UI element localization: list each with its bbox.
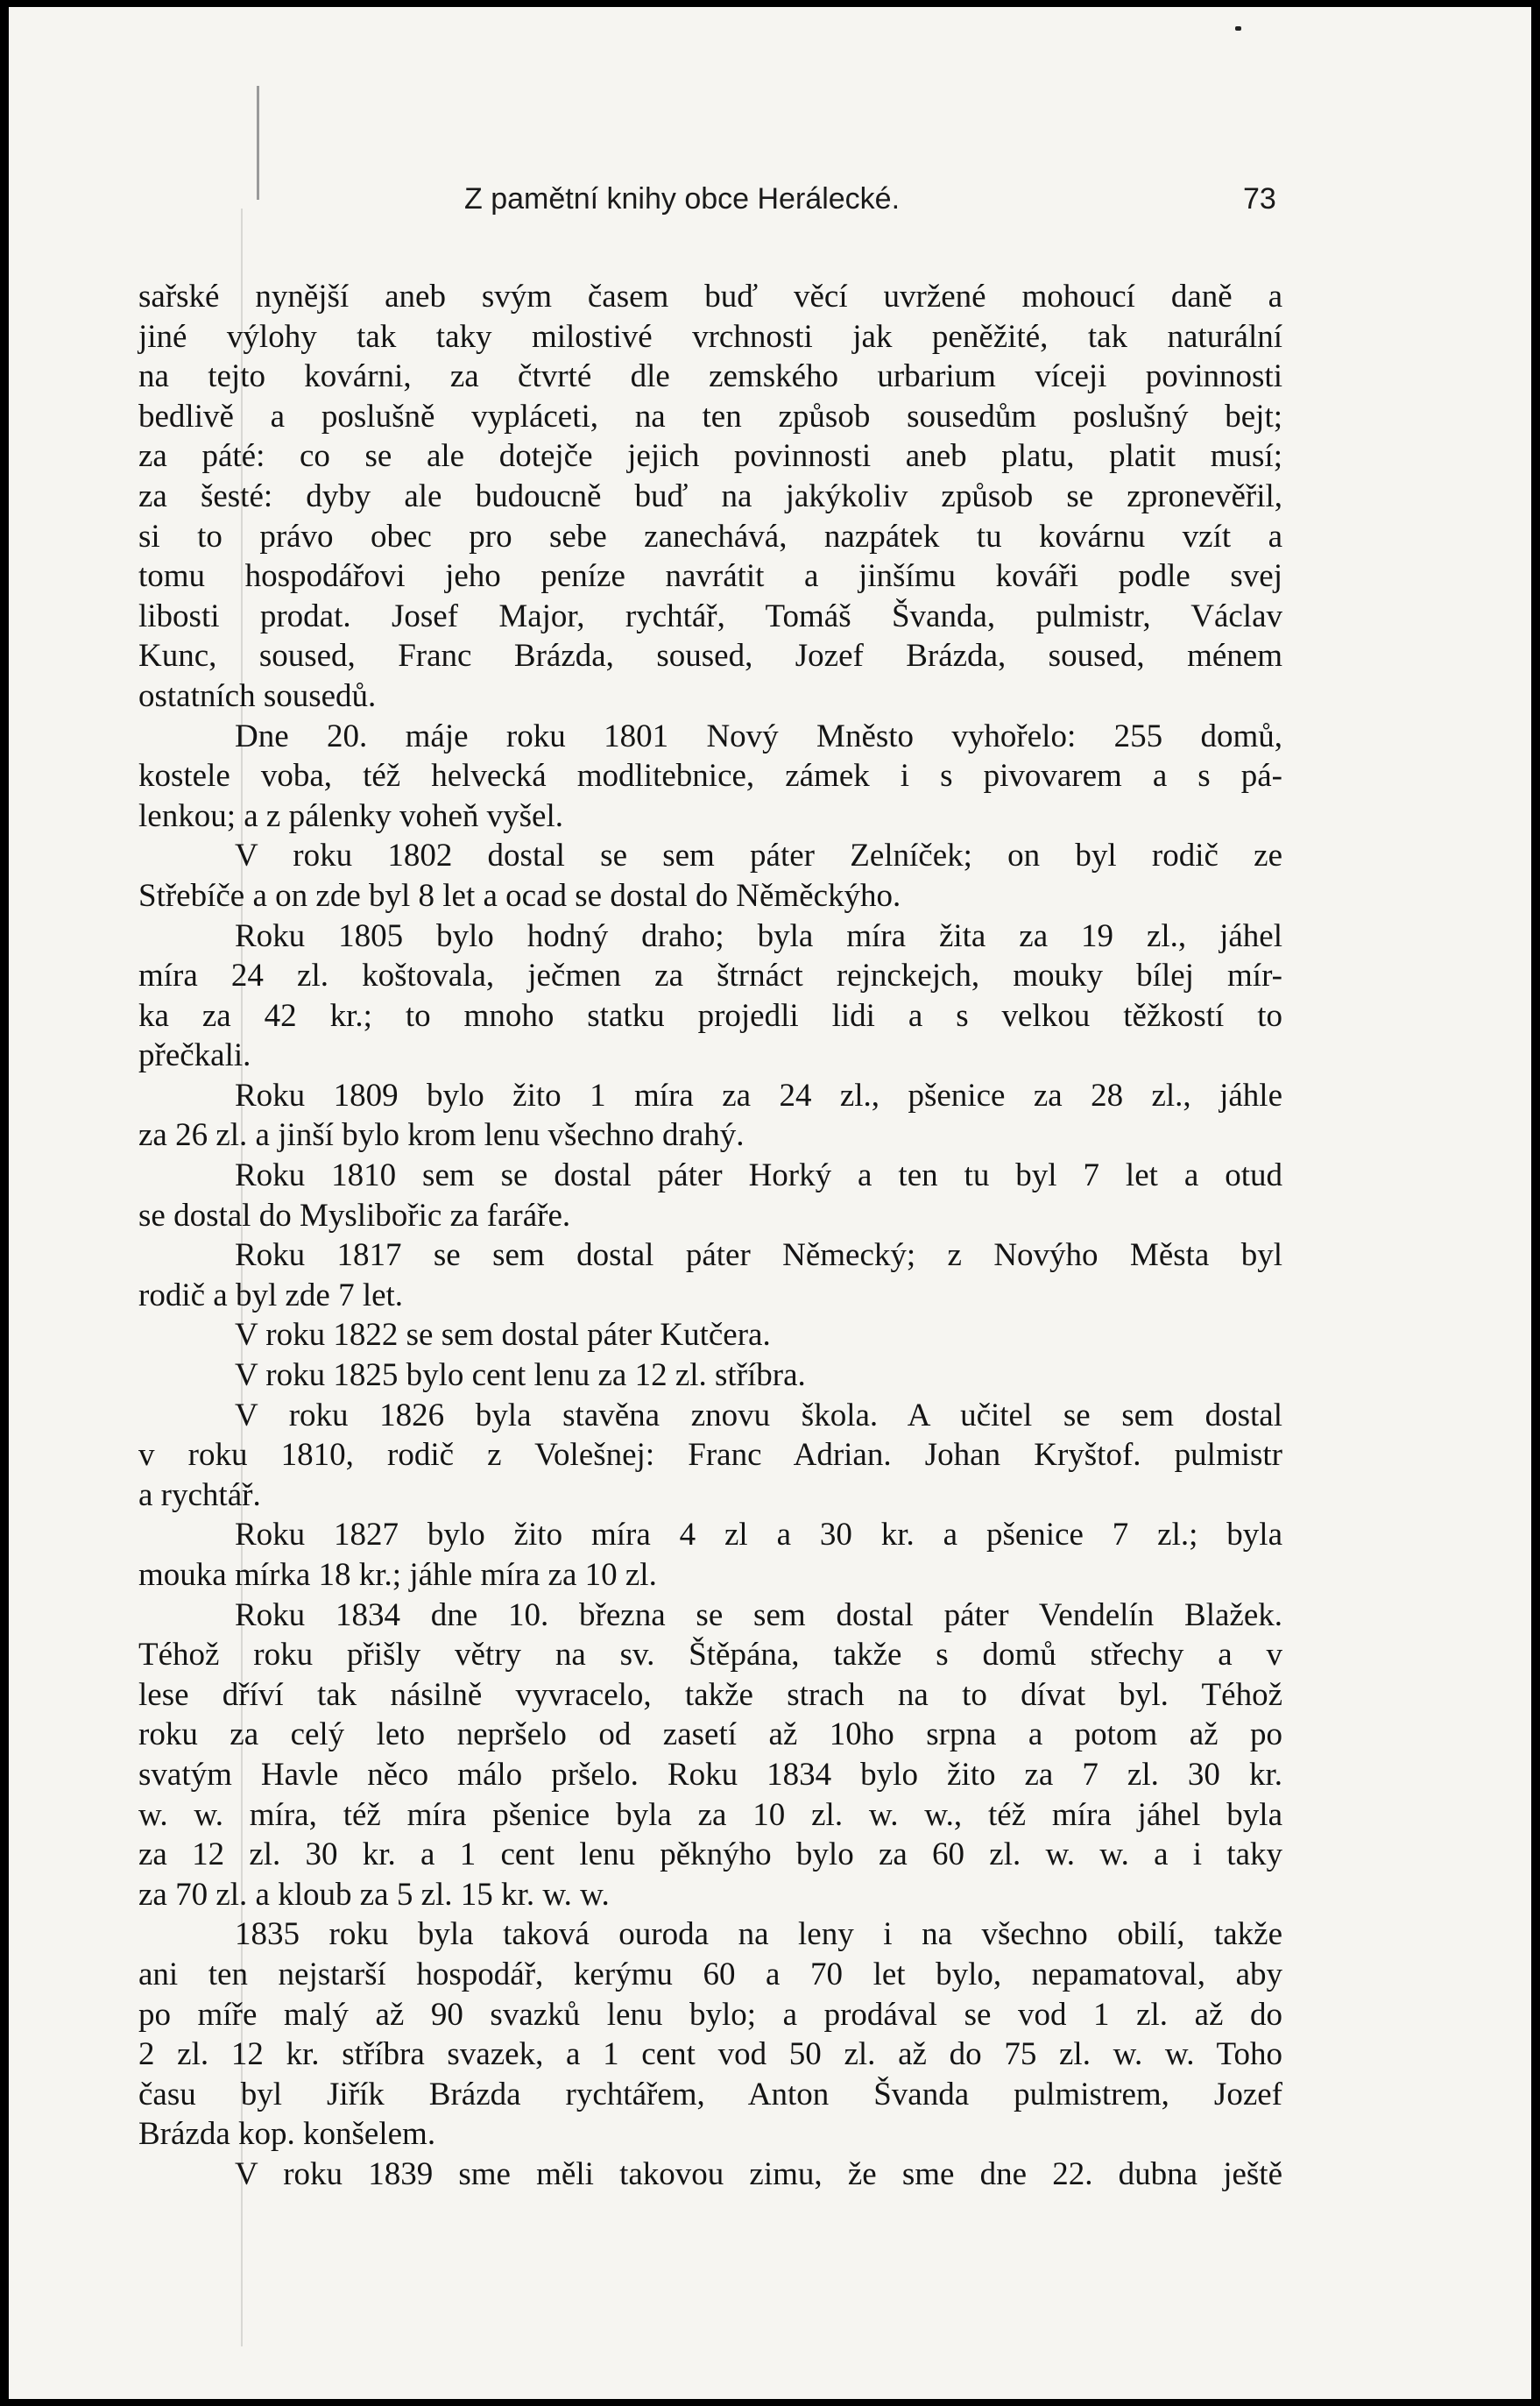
text-line: 2 zl. 12 kr. stříbra svazek, a 1 cent vod 50 zl. až do 75 zl. w. w. Toho: [138, 2036, 1282, 2073]
text-line: libosti prodat. Josef Major, rychtář, Tomáš Švanda, pulmistr, Václav: [138, 598, 1282, 634]
text-line: si to právo obec pro sebe zanechává, nazpátek tu kovárnu vzít a: [138, 518, 1282, 555]
text-line: V roku 1822 se sem dostal páter Kutčera.: [235, 1317, 771, 1354]
text-line: lenkou; a z pálenky voheň vyšel.: [138, 797, 563, 834]
text-line: na tejto kovárni, za čtvrté dle zemského urbarium víceji povinnosti: [138, 358, 1282, 395]
ink-speck: [1235, 26, 1241, 31]
text-line: a rychtář.: [138, 1476, 261, 1513]
text-line: sařské nynější aneb svým časem buď věcí uvržené mohoucí daně a: [138, 279, 1282, 315]
text-line: kostele voba, též helvecká modlitebnice, zámek i s pivovarem a s pá-: [138, 758, 1282, 795]
text-line: V roku 1802 dostal se sem páter Zelníček; on byl rodič ze: [235, 838, 1282, 874]
text-line: po míře malý až 90 svazků lenu bylo; a prodával se vod 1 zl. až do: [138, 1996, 1282, 2033]
text-line: v roku 1810, rodič z Volešnej: Franc Adrian. Johan Kryštof. pulmistr: [138, 1437, 1282, 1474]
text-line: V roku 1826 byla stavěna znovu škola. A učitel se sem dostal: [235, 1397, 1282, 1433]
text-line: Roku 1834 dne 10. března se sem dostal páter Vendelín Blažek.: [235, 1596, 1282, 1633]
text-line: 1835 roku byla taková ouroda na leny i na všechno obilí, takže: [235, 1916, 1282, 1953]
text-line: míra 24 zl. koštovala, ječmen za štrnáct rejnckejch, mouky bílej mír-: [138, 958, 1282, 994]
text-line: mouka mírka 18 kr.; jáhle míra za 10 zl.: [138, 1557, 657, 1593]
page-number: 73: [1243, 182, 1276, 216]
text-line: jiné výlohy tak taky milostivé vrchnosti jak peněžité, tak naturální: [138, 318, 1282, 355]
text-line: za páté: co se ale dotejče jejich povinnosti aneb platu, platit musí;: [138, 438, 1282, 475]
text-line: Roku 1809 bylo žito 1 míra za 24 zl., pšenice za 28 zl., jáhle: [235, 1077, 1282, 1114]
text-line: času byl Jiřík Brázda rychtářem, Anton Švanda pulmistrem, Jozef: [138, 2076, 1282, 2112]
text-line: roku za celý leto nepršelo od zasetí až 10ho srpna a potom až po: [138, 1716, 1282, 1753]
text-line: V roku 1839 sme měli takovou zimu, že sme dne 22. dubna ještě: [235, 2155, 1282, 2192]
text-line: rodič a byl zde 7 let.: [138, 1277, 404, 1313]
text-line: V roku 1825 bylo cent lenu za 12 zl. stříbra.: [235, 1357, 806, 1394]
text-line: za 12 zl. 30 kr. a 1 cent lenu pěknýho bylo za 60 zl. w. w. a i taky: [138, 1836, 1282, 1873]
binding-edge-mark: [257, 86, 259, 200]
text-line: Dne 20. máje roku 1801 Nový Mněsto vyhořelo: 255 domů,: [235, 718, 1282, 754]
text-line: za 26 zl. a jinší bylo krom lenu všechno drahý.: [138, 1117, 745, 1154]
text-line: ani ten nejstarší hospodář, kerýmu 60 a 70 let bylo, nepamatoval, aby: [138, 1956, 1282, 1992]
running-title: Z pamětní knihy obce Herálecké.: [464, 182, 901, 216]
body-text: [138, 277, 1282, 2195]
book-page: [9, 7, 1531, 2399]
text-line: svatým Havle něco málo pršelo. Roku 1834 bylo žito za 7 zl. 30 kr.: [138, 1756, 1282, 1793]
text-line: Roku 1827 bylo žito míra 4 zl a 30 kr. a pšenice 7 zl.; byla: [235, 1517, 1282, 1553]
text-line: tomu hospodářovi jeho peníze navrátit a jinšímu kováři podle svej: [138, 558, 1282, 595]
text-line: ka za 42 kr.; to mnoho statku projedli lidi a s velkou těžkostí to: [138, 997, 1282, 1034]
text-line: Téhož roku přišly větry na sv. Štěpána, takže s domů střechy a v: [138, 1637, 1282, 1674]
text-line: přečkali.: [138, 1037, 251, 1074]
text-line: ostatních sousedů.: [138, 677, 377, 714]
text-line: Roku 1805 bylo hodný draho; byla míra žita za 19 zl., jáhel: [235, 917, 1282, 954]
text-line: Roku 1817 se sem dostal páter Německý; z Novýho Města byl: [235, 1237, 1282, 1274]
text-line: za šesté: dyby ale budoucně buď na jakýkoliv způsob se zpronevěřil,: [138, 478, 1282, 514]
text-line: w. w. míra, též míra pšenice byla za 10 zl. w. w., též míra jáhel byla: [138, 1796, 1282, 1833]
text-line: Střebíče a on zde byl 8 let a ocad se dostal do Něměckýho.: [138, 877, 901, 914]
text-line: Kunc, soused, Franc Brázda, soused, Jozef Brázda, soused, ménem: [138, 638, 1282, 675]
text-line: se dostal do Myslibořic za faráře.: [138, 1197, 571, 1234]
text-line: Roku 1810 sem se dostal páter Horký a ten tu byl 7 let a otud: [235, 1157, 1282, 1194]
text-line: bedlivě a poslušně vypláceti, na ten způsob sousedům poslušný bejt;: [138, 398, 1282, 435]
text-line: Brázda kop. konšelem.: [138, 2116, 436, 2153]
text-line: za 70 zl. a kloub za 5 zl. 15 kr. w. w.: [138, 1876, 610, 1913]
text-line: lese dříví tak násilně vyvracelo, takže strach na to dívat byl. Téhož: [138, 1676, 1282, 1713]
